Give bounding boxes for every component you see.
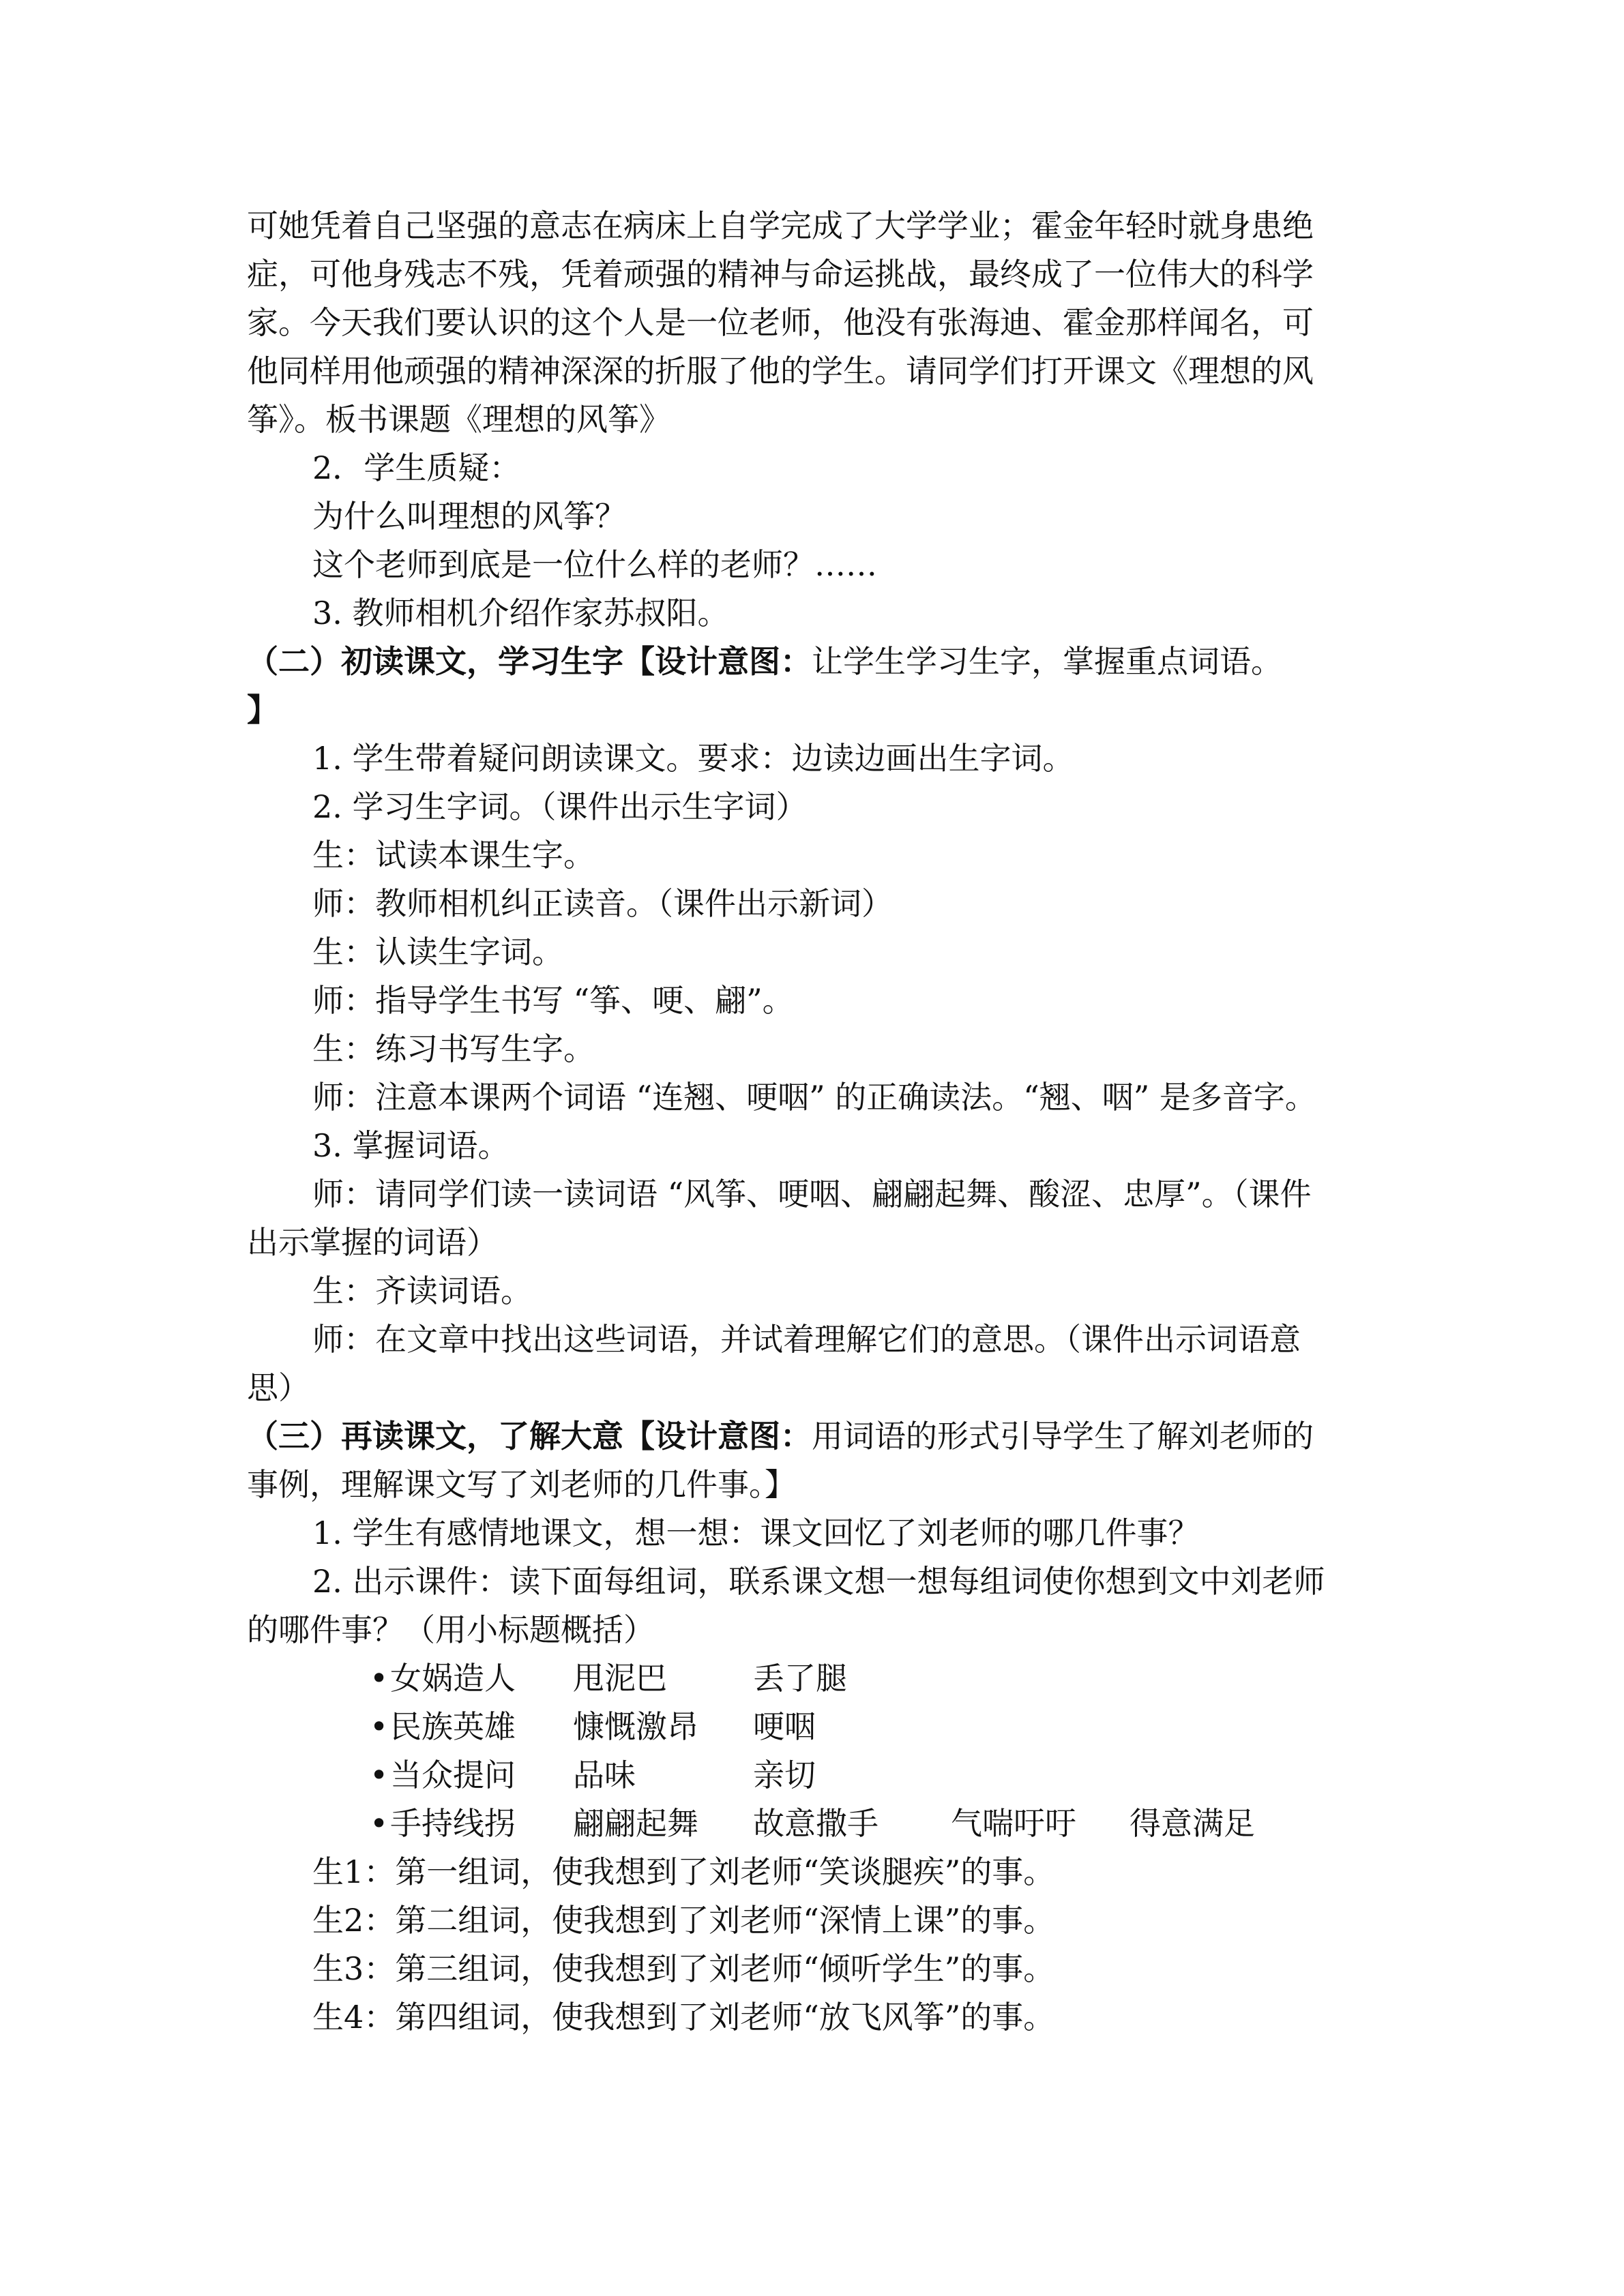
list-item: 2．学生质疑： xyxy=(312,449,521,486)
list-item: 1. 学生有感情地课文，想一想：课文回忆了刘老师的哪几件事？ xyxy=(312,1515,1200,1551)
answer-line: 生3：第三组词，使我想到了刘老师“倾听学生”的事。 xyxy=(312,1950,1055,1987)
answer-line: 生2：第二组词，使我想到了刘老师“深情上课”的事。 xyxy=(312,1902,1055,1939)
bullet-icon: • xyxy=(370,1757,389,1793)
intro-paragraph xyxy=(247,202,1365,444)
list-item: 师：指导学生书写 “筝、哽、翩”。 xyxy=(312,982,794,1019)
list-item: 1. 学生带着疑问朗读课文。要求：边读边画出生字词。 xyxy=(312,740,1074,777)
word-item: 甩泥巴 xyxy=(573,1660,667,1697)
list-item: 生：试读本课生字。 xyxy=(312,837,595,874)
section-heading-text: 用词语的形式引导学生了解刘老师的 xyxy=(812,1418,1314,1455)
word-item: 手持线拐 xyxy=(390,1805,516,1842)
text-line: 可她凭着自己坚强的意志在病床上自学完成了大学学业；霍金年轻时就身患绝 xyxy=(247,207,1314,244)
word-item: 得意满足 xyxy=(1130,1805,1255,1842)
list-item: 生：练习书写生字。 xyxy=(312,1030,595,1067)
text-line: 师：在文章中找出这些词语，并试着理解它们的意思。（课件出示词语意 xyxy=(312,1321,1301,1358)
list-item: 为什么叫理想的风筝？ xyxy=(312,498,626,535)
section-heading xyxy=(247,638,1365,686)
word-group-row xyxy=(247,1703,1365,1751)
word-item: 慷慨激昂 xyxy=(573,1708,698,1745)
word-item: 女娲造人 xyxy=(390,1660,516,1697)
section-heading-line2: 事例，理解课文写了刘老师的几件事。】 xyxy=(247,1466,796,1503)
section-heading-text: 让学生学习生字，掌握重点词语。 xyxy=(812,643,1282,680)
word-group-row xyxy=(247,1800,1365,1848)
word-group-row xyxy=(247,1751,1365,1800)
word-item: 哽咽 xyxy=(753,1708,816,1745)
answer-line: 生4：第四组词，使我想到了刘老师“放飞风筝”的事。 xyxy=(312,1999,1055,2036)
list-item: 师：教师相机纠正读音。（课件出示新词） xyxy=(312,885,893,922)
word-item: 翩翩起舞 xyxy=(573,1805,698,1842)
text-line: 家。今天我们要认识的这个人是一位老师，他没有张海迪、霍金那样闻名，可 xyxy=(247,304,1314,341)
word-item: 亲切 xyxy=(753,1757,816,1793)
word-item: 丢了腿 xyxy=(753,1660,847,1697)
list-item: 生：认读生字词。 xyxy=(312,934,563,970)
text-line: 师：请同学们读一读词语 “风筝、哽咽、翩翩起舞、酸涩、忠厚”。（课件 xyxy=(312,1176,1312,1212)
section-heading-bold: （二）初读课文，学习生字【设计意图： xyxy=(247,643,812,680)
text-line: 2. 出示课件：读下面每组词，联系课文想一想每组词使你想到文中刘老师 xyxy=(312,1563,1325,1600)
answer-line: 生1：第一组词，使我想到了刘老师“笑谈腿疾”的事。 xyxy=(312,1853,1055,1890)
word-item: 品味 xyxy=(573,1757,636,1793)
bullet-icon: • xyxy=(370,1805,389,1842)
list-item: 师：注意本课两个词语 “连翘、哽咽” 的正确读法。“翘、咽” 是多音字。 xyxy=(312,1079,1316,1116)
bullet-icon: • xyxy=(370,1708,389,1745)
word-item: 当众提问 xyxy=(390,1757,516,1793)
bullet-icon: • xyxy=(370,1660,389,1697)
word-group-row xyxy=(247,1654,1365,1703)
text-line: 思） xyxy=(247,1369,310,1406)
document-page xyxy=(247,202,1365,2042)
text-line: 症，可他身残志不残，凭着顽强的精神与命运挑战，最终成了一位伟大的科学 xyxy=(247,256,1314,293)
list-item: 2. 学习生字词。（课件出示生字词） xyxy=(312,788,808,825)
word-item: 气喘吁吁 xyxy=(951,1805,1076,1842)
list-item: 3. 教师相机介绍作家苏叔阳。 xyxy=(312,595,729,631)
section-heading-bold: （三）再读课文，了解大意【设计意图： xyxy=(247,1418,812,1455)
text-line: 筝》。板书课题《理想的风筝》 xyxy=(247,401,670,438)
section-heading xyxy=(247,1412,1365,1461)
list-item: 生：齐读词语。 xyxy=(312,1272,532,1309)
list-item: 3. 掌握词语。 xyxy=(312,1127,510,1164)
list-item: 这个老师到底是一位什么样的老师？…… xyxy=(312,546,877,583)
word-item: 故意撒手 xyxy=(753,1805,879,1842)
text-line: 他同样用他顽强的精神深深的折服了他的学生。请同学们打开课文《理想的风 xyxy=(247,353,1314,389)
text-line: 出示掌握的词语） xyxy=(247,1224,498,1261)
word-item: 民族英雄 xyxy=(390,1708,516,1745)
section-heading-close: 】 xyxy=(247,691,278,728)
text-line: 的哪件事？（用小标题概括） xyxy=(247,1611,655,1648)
